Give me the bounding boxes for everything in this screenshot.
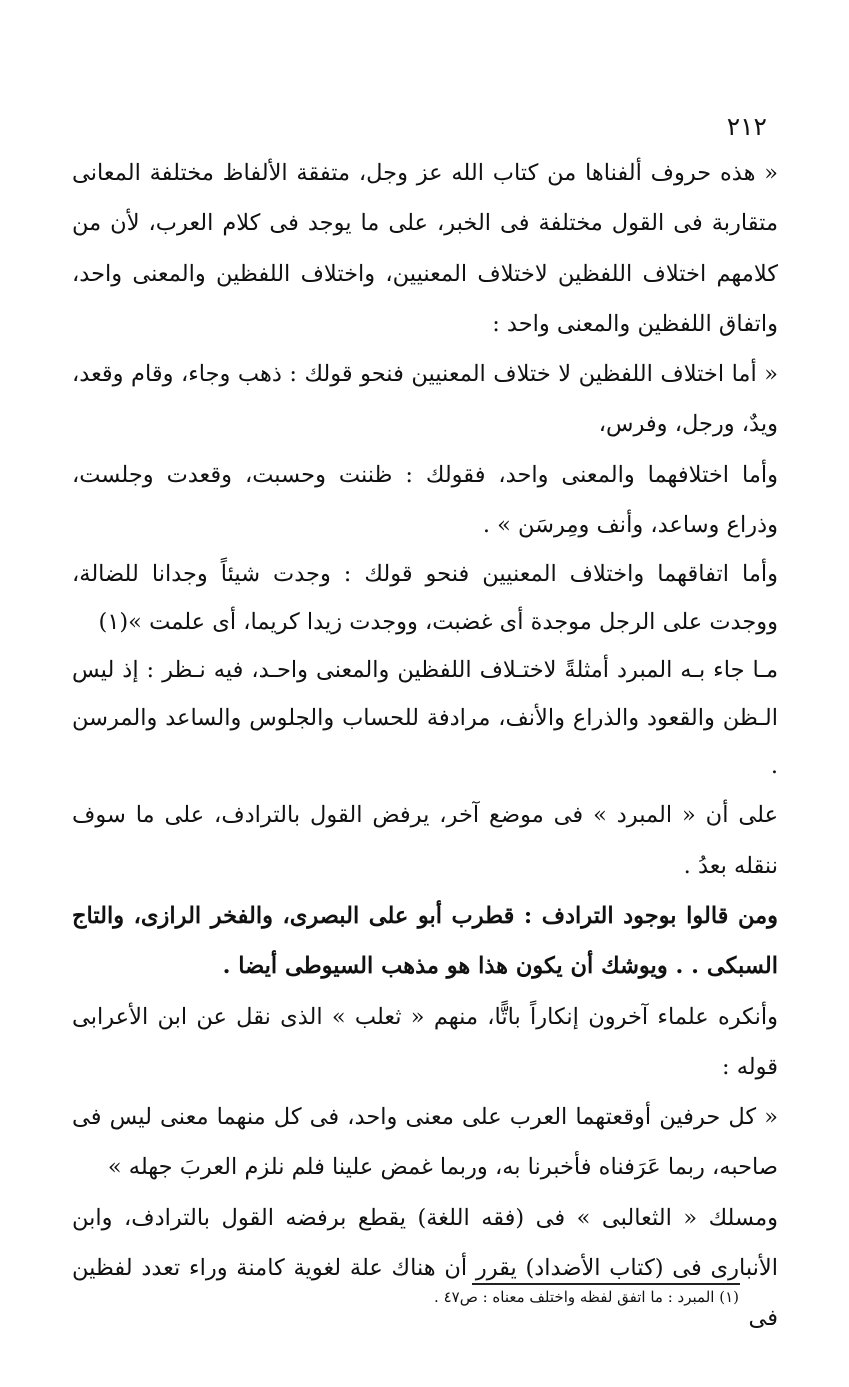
paragraph-mubarrad-rejects: على أن « المبرد » فى موضع آخر، يرفض القول بالترادف، على ما سوف ننقله بعدُ . <box>72 802 778 879</box>
page-number: ٢١٢ <box>726 112 767 141</box>
body-text <box>72 148 778 1344</box>
paragraph-same-word-different-meanings: وأما اتفاقهما واختلاف المعنيين فنحو قولك : وجدت شيئاً وجدانا للضالة، ووجدت على الرجل موجدة أى غضبت، ووجدت زيدا كريما، أى علمت »(١) <box>72 561 778 636</box>
footnote: (١) المبرد : ما اتفق لفظه واختلف معناه : ص٤٧ . <box>434 1288 739 1306</box>
paragraph-commentary-mubarrad: مـا جاء بـه المبرد أمثلةً لاختـلاف اللفظين والمعنى واحـد، فيه نـظر : إذ ليس الـظن والقعود والذراع والأنف، مرادفة للحساب والجلوس والساعد والمرسن . <box>72 657 778 780</box>
paragraph-ibn-al-arabi-quote: « كل حرفين أوقعتهما العرب على معنى واحد، فى كل منهما معنى ليس فى صاحبه، ربما عَرَفناه فأخبرنا به، وربما غمض علينا فلم نلزم العربَ جهله » <box>72 1104 778 1181</box>
paragraph-different-words-same-meaning: وأما اختلافهما والمعنى واحد، فقولك : ظننت وحسبت، وقعدت وجلست، وذراع وساعد، وأنف ومِرسَن » . <box>72 461 778 539</box>
paragraph-different-words-different-meanings: « أما اختلاف اللفظين لا ختلاف المعنيين فنحو قولك : ذهب وجاء، وقام وقعد، ويدٌ، ورجل، وفرس، <box>72 361 778 438</box>
paragraph-thaalibi-anbari: ومسلك « الثعالبى » فى (فقه اللغة) يقطع برفضه القول بالترادف، وابن الأنبارى فى (كتاب الأضداد) يقرر أن هناك علة لغوية كامنة وراء تعدد لفظين فى <box>72 1204 778 1332</box>
paragraph-quote-intro: « هذه حروف ألفناها من كتاب الله عز وجل، متفقة الألفاظ مختلفة المعانى متقاربة فى القول مختلفة فى الخبر، على ما يوجد فى كلام العرب، لأن من كلامهم اختلاف اللفظين لاختلاف المعنيين، واختلاف اللفظين والمعنى واحد، واتفاق اللفظين والمعنى واحد : <box>72 160 778 337</box>
paragraph-deniers-of-synonymy: وأنكره علماء آخرون إنكاراً باتًّا، منهم « ثعلب » الذى نقل عن ابن الأعرابى قوله : <box>72 1003 778 1080</box>
paragraph-supporters-of-synonymy: ومن قالوا بوجود الترادف : قطرب أبو على البصرى، والفخر الرازى، والتاج السبكى . . ويوشك أن يكون هذا هو مذهب السيوطى أيضا . <box>72 902 778 980</box>
footnote-divider <box>472 1283 740 1285</box>
